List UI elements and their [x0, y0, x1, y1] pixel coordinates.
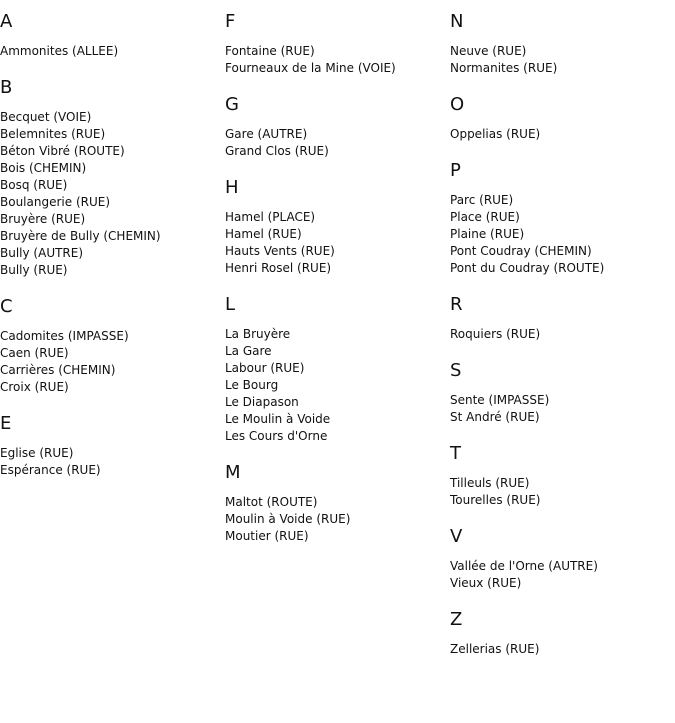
street-item: Béton Vibré (ROUTE) — [0, 144, 125, 158]
street-item: Bully (AUTRE) — [0, 246, 84, 260]
index-column-2 — [225, 10, 445, 561]
street-list — [225, 494, 445, 545]
letter-group-p — [450, 159, 670, 277]
street-item: Bois (CHEMIN) — [0, 161, 87, 175]
letter-group-g — [225, 93, 445, 160]
street-item: La Bruyère — [225, 327, 291, 341]
letter-group-c — [0, 295, 220, 396]
street-list — [0, 445, 220, 479]
street-item: Neuve (RUE) — [450, 44, 527, 58]
street-item: Gare (AUTRE) — [225, 127, 308, 141]
letter-heading: N — [450, 11, 464, 32]
street-item: Fontaine (RUE) — [225, 44, 315, 58]
street-list — [450, 126, 670, 143]
street-list — [225, 326, 445, 445]
street-item: Le Diapason — [225, 395, 299, 409]
letter-heading: B — [0, 77, 13, 98]
street-item: Le Moulin à Voide — [225, 412, 331, 426]
street-item: Hamel (RUE) — [225, 227, 302, 241]
street-item: Plaine (RUE) — [450, 227, 525, 241]
letter-heading: V — [450, 526, 463, 547]
street-item: Fourneaux de la Mine (VOIE) — [225, 61, 396, 75]
street-list — [0, 328, 220, 396]
street-item: Carrières (CHEMIN) — [0, 363, 116, 377]
street-item: Labour (RUE) — [225, 361, 305, 375]
street-list — [225, 126, 445, 160]
street-item: Pont du Coudray (ROUTE) — [450, 261, 605, 275]
letter-group-r — [450, 293, 670, 343]
street-item: Maltot (ROUTE) — [225, 495, 318, 509]
street-item: Bruyère de Bully (CHEMIN) — [0, 229, 161, 243]
letter-heading: R — [450, 294, 463, 315]
street-item: Bosq (RUE) — [0, 178, 68, 192]
street-list — [450, 326, 670, 343]
street-item: Sente (IMPASSE) — [450, 393, 550, 407]
street-item: Espérance (RUE) — [0, 463, 101, 477]
street-item: Becquet (VOIE) — [0, 110, 92, 124]
letter-group-v — [450, 525, 670, 592]
street-item: Normanites (RUE) — [450, 61, 558, 75]
letter-heading: G — [225, 94, 239, 115]
letter-heading: H — [225, 177, 239, 198]
street-item: Tourelles (RUE) — [450, 493, 541, 507]
letter-group-z — [450, 608, 670, 658]
street-list — [450, 392, 670, 426]
letter-heading: A — [0, 11, 13, 32]
street-item: Les Cours d'Orne — [225, 429, 328, 443]
street-item: Tilleuls (RUE) — [450, 476, 530, 490]
street-item: Zellerias (RUE) — [450, 642, 540, 656]
street-list — [225, 209, 445, 277]
letter-heading: M — [225, 462, 241, 483]
letter-group-n — [450, 10, 670, 77]
street-list — [0, 43, 220, 60]
street-list — [450, 192, 670, 277]
letter-heading: P — [450, 160, 461, 181]
street-item: Caen (RUE) — [0, 346, 69, 360]
letter-group-l — [225, 293, 445, 445]
letter-heading: L — [225, 294, 236, 315]
letter-heading: S — [450, 360, 462, 381]
street-list — [225, 43, 445, 77]
index-column-1 — [0, 10, 220, 495]
street-item: Croix (RUE) — [0, 380, 69, 394]
letter-group-e — [0, 412, 220, 479]
street-item: Le Bourg — [225, 378, 279, 392]
street-item: Moulin à Voide (RUE) — [225, 512, 351, 526]
letter-group-s — [450, 359, 670, 426]
street-item: La Gare — [225, 344, 272, 358]
street-item: Bruyère (RUE) — [0, 212, 86, 226]
street-item: Hamel (PLACE) — [225, 210, 316, 224]
street-item: Pont Coudray (CHEMIN) — [450, 244, 592, 258]
letter-group-f — [225, 10, 445, 77]
street-item: Boulangerie (RUE) — [0, 195, 111, 209]
street-item: Belemnites (RUE) — [0, 127, 106, 141]
street-item: Cadomites (IMPASSE) — [0, 329, 129, 343]
letter-heading: O — [450, 94, 465, 115]
letter-heading: F — [225, 11, 236, 32]
street-item: Bully (RUE) — [0, 263, 68, 277]
street-list — [450, 558, 670, 592]
street-list — [0, 109, 220, 279]
street-item: Moutier (RUE) — [225, 529, 309, 543]
letter-heading: C — [0, 296, 13, 317]
street-item: Parc (RUE) — [450, 193, 514, 207]
street-item: Vallée de l'Orne (AUTRE) — [450, 559, 598, 573]
street-item: Roquiers (RUE) — [450, 327, 541, 341]
letter-heading: T — [450, 443, 461, 464]
street-item: Oppelias (RUE) — [450, 127, 541, 141]
street-item: Ammonites (ALLEE) — [0, 44, 119, 58]
street-item: Henri Rosel (RUE) — [225, 261, 332, 275]
street-list — [450, 43, 670, 77]
street-item: Vieux (RUE) — [450, 576, 522, 590]
letter-group-o — [450, 93, 670, 143]
letter-group-t — [450, 442, 670, 509]
letter-group-h — [225, 176, 445, 277]
letter-heading: E — [0, 413, 12, 434]
letter-group-m — [225, 461, 445, 545]
letter-group-a — [0, 10, 220, 60]
street-item: Grand Clos (RUE) — [225, 144, 329, 158]
street-list — [450, 641, 670, 658]
street-item: Hauts Vents (RUE) — [225, 244, 335, 258]
letter-heading: Z — [450, 609, 463, 630]
street-item: St André (RUE) — [450, 410, 540, 424]
index-column-3 — [450, 10, 670, 674]
street-item: Place (RUE) — [450, 210, 520, 224]
street-item: Eglise (RUE) — [0, 446, 74, 460]
letter-group-b — [0, 76, 220, 279]
street-list — [450, 475, 670, 509]
